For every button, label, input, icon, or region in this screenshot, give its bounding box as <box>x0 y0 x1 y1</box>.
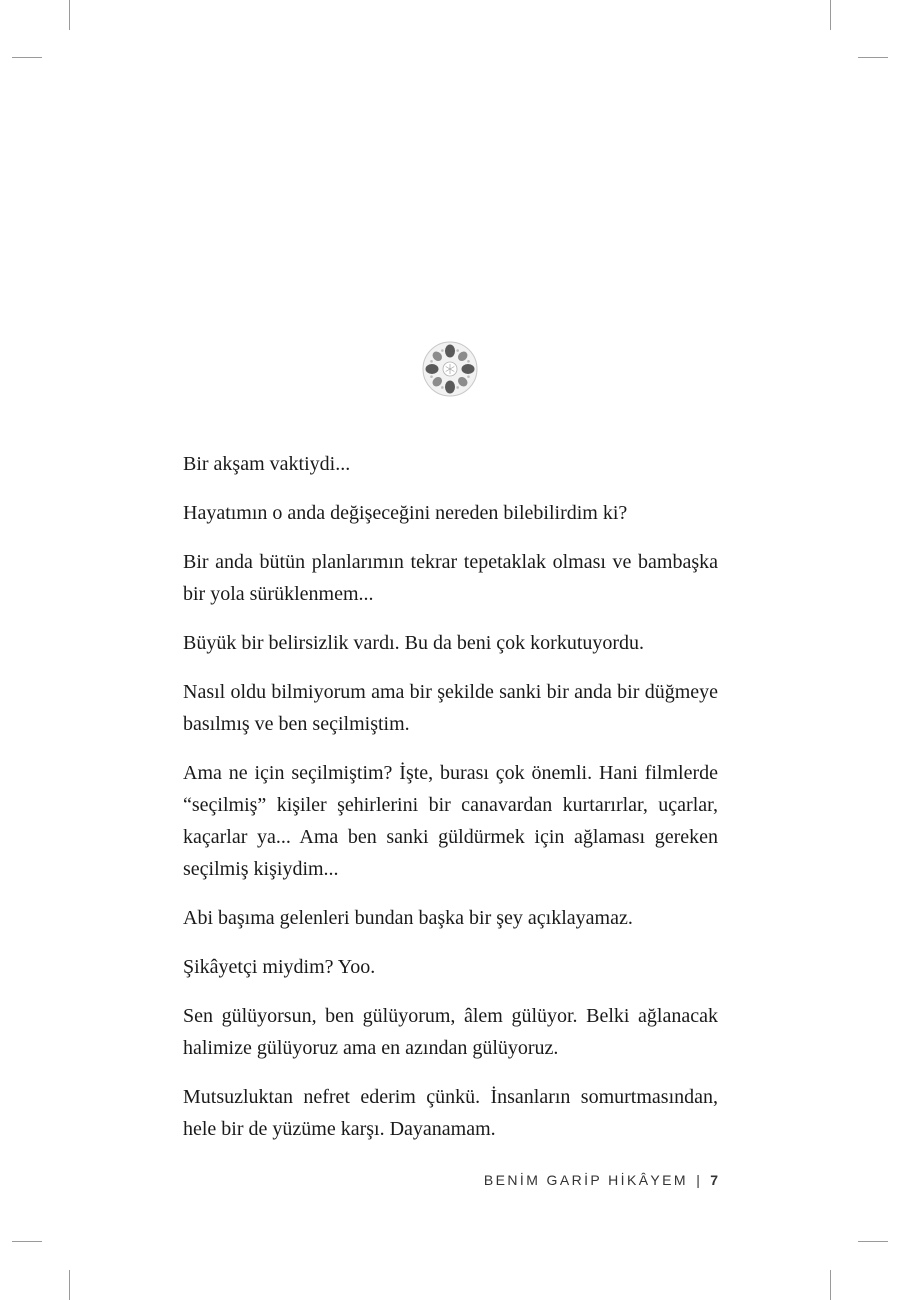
crop-mark-top-right-vertical <box>830 0 831 30</box>
paragraph: Abi başıma gelenleri bundan başka bir şey açıklayamaz. <box>183 907 633 929</box>
crop-mark-bottom-right-vertical <box>830 1270 831 1300</box>
floral-rosette-icon <box>420 339 480 399</box>
running-title: BENİM GARİP HİKÂYEM <box>483 1172 688 1188</box>
paragraph: Şikâyetçi miydim? Yoo. <box>183 956 376 978</box>
footer-separator: | <box>696 1172 700 1188</box>
crop-mark-top-left-vertical <box>69 0 70 30</box>
crop-mark-top-right-horizontal <box>858 57 888 58</box>
paragraph: Sen gülüyorsun, ben gülüyorum, âlem gülüyor. Belki ağlanacak halimize gülüyoruz ama en azından gülüyoruz. <box>183 1005 718 1059</box>
crop-mark-bottom-left-vertical <box>69 1270 70 1300</box>
running-footer <box>484 1172 718 1188</box>
paragraph: Bir anda bütün planlarımın tekrar tepetaklak olması ve bambaşka bir yola sürüklenmem... <box>183 551 718 605</box>
paragraph: Bir akşam vaktiydi... <box>183 453 351 475</box>
chapter-body <box>183 448 718 1162</box>
paragraph: Büyük bir belirsizlik vardı. Bu da beni çok korkutuyordu. <box>183 632 645 654</box>
crop-mark-top-left-horizontal <box>12 57 42 58</box>
paragraph: Ama ne için seçilmiştim? İşte, burası çok önemli. Hani filmlerde “seçilmiş” kişiler şehirlerini bir canavardan kurtarırlar, uçarlar, kaçarlar ya... Ama ben sanki güldürmek için ağlaması gereken seçilmiş kişiydim... <box>183 762 718 880</box>
crop-mark-bottom-right-horizontal <box>858 1241 888 1242</box>
crop-mark-bottom-left-horizontal <box>12 1241 42 1242</box>
paragraph: Mutsuzluktan nefret ederim çünkü. İnsanların somurtmasından, hele bir de yüzüme karşı. Dayanamam. <box>183 1086 718 1140</box>
page-number: 7 <box>710 1172 718 1188</box>
paragraph: Nasıl oldu bilmiyorum ama bir şekilde sanki bir anda bir düğmeye basılmış ve ben seçilmiştim. <box>183 681 718 735</box>
paragraph: Hayatımın o anda değişeceğini nereden bilebilirdim ki? <box>183 502 628 524</box>
